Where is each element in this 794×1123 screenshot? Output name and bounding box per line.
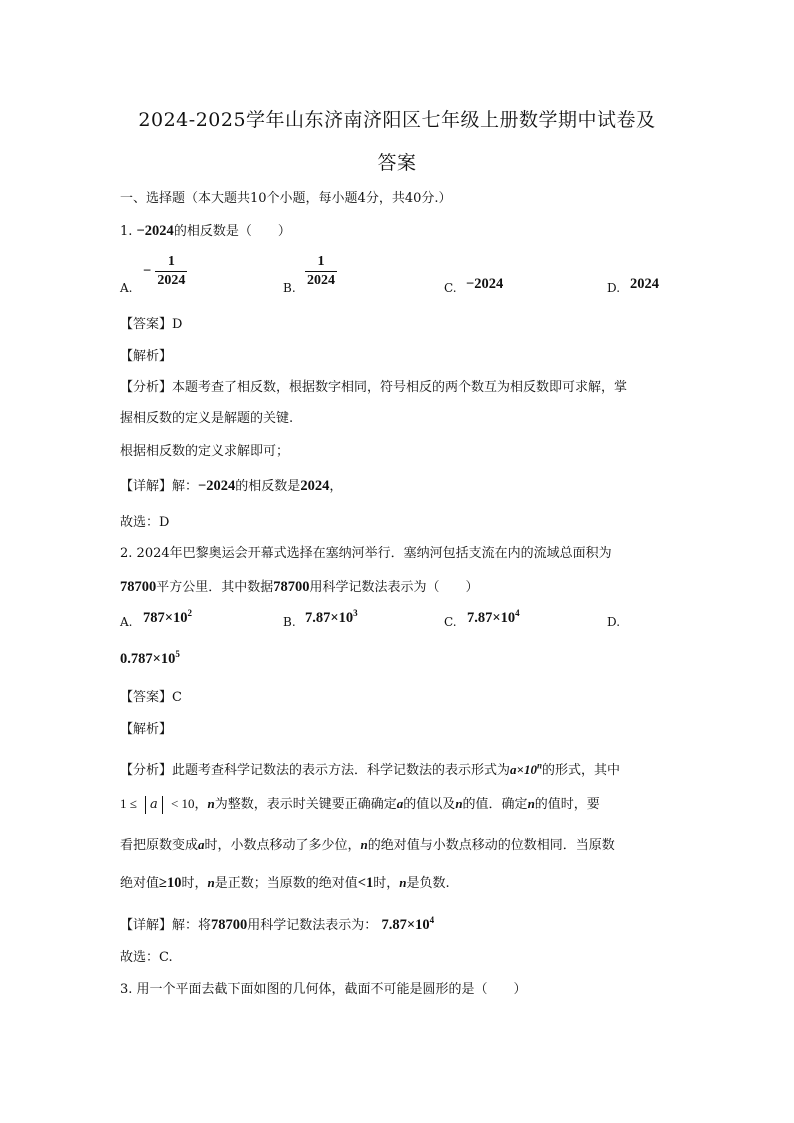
analysis-label: 【分析】 (120, 763, 173, 778)
math-base: a×10 (510, 762, 537, 777)
fraction (155, 253, 187, 290)
analysis-heading-2: 【解析】 (120, 722, 173, 737)
variable-a: a (198, 837, 205, 852)
detail-text: 解： (172, 479, 199, 494)
detail-label: 【详解】 (120, 918, 173, 933)
option-b-value (305, 610, 358, 627)
page-title-line1: 2024-2025学年山东济南济阳区七年级上册数学期中试卷及 (138, 109, 656, 131)
variable-n: n (360, 837, 368, 852)
math-base: 0.787×10 (120, 651, 176, 667)
math-expression (510, 762, 542, 777)
question-number: 2. (120, 546, 133, 561)
question-number: 3. (120, 982, 133, 997)
stem-text: 平方公里．其中数据 (156, 580, 274, 595)
option-a-letter: A. (120, 281, 133, 295)
numerator: 1 (167, 254, 175, 269)
detail-1 (120, 475, 342, 495)
question-1-stem (120, 220, 291, 240)
variable-n: n (455, 796, 463, 811)
detail-text: ， (329, 479, 343, 494)
inequality-right: < 10 (170, 796, 195, 811)
detail-label: 【详解】 (120, 479, 173, 494)
option-d-letter: D. (607, 281, 621, 295)
option-c-value: −2024 (466, 276, 504, 292)
analysis-text: 时，小数点移动了多少位， (204, 838, 361, 853)
analysis-text: 本题考查了相反数，根据数字相同，符号相反的两个数互为相反数即可求解，掌 (172, 380, 628, 395)
math-exponent: 3 (353, 608, 358, 619)
math-base: 7.87×10 (305, 610, 354, 626)
analysis-text: 的值以及 (403, 797, 456, 812)
option-d-value (120, 651, 180, 668)
section-heading: 一、选择题（本大题共10个小题，每小题4分，共40分.） (120, 191, 452, 206)
variable-n: n (399, 875, 407, 890)
analysis-2-line2 (120, 793, 600, 814)
math-expression: 78700 (120, 579, 157, 595)
option-a-value (143, 253, 187, 290)
option-a-letter: A. (120, 615, 133, 629)
math-expression: 78700 (211, 917, 248, 933)
detail-2 (120, 914, 434, 934)
question-2-stem-line2 (120, 576, 479, 596)
stem-text: 的相反数是（ ） (173, 224, 291, 239)
analysis-text: 为整数，表示时关键要正确确定 (214, 797, 397, 812)
option-c-letter: C. (444, 281, 457, 295)
choose-1: 故选：D (120, 515, 170, 530)
stem-text: 用一个平面去截下面如图的几何体，截面不可能是圆形的是（ ） (136, 982, 527, 997)
numerator: 1 (317, 254, 325, 269)
variable-n: n (207, 796, 215, 811)
analysis-text: 是负数. (406, 876, 450, 891)
stem-text: 用科学记数法表示为（ ） (309, 580, 479, 595)
analysis-2-line1 (120, 759, 620, 778)
denominator: 2024 (157, 273, 186, 288)
option-b-value (305, 253, 337, 290)
analysis-text: 的绝对值与小数点移动的位数相同．当原数 (367, 838, 615, 853)
variable-a: a (396, 796, 404, 811)
analysis-text: 绝对值 (120, 876, 160, 891)
math-exponent: 4 (429, 915, 435, 926)
analysis-text: 时， (181, 876, 208, 891)
math-expression: 2024 (300, 478, 330, 494)
question-number: 1. (120, 224, 133, 239)
analysis-text: 的形式，其中 (541, 763, 620, 778)
math-expression: <1 (357, 875, 374, 891)
page-title-line2: 答案 (377, 152, 417, 174)
math-exponent: n (536, 760, 542, 771)
method-1: 根据相反数的定义求解即可； (120, 444, 290, 459)
option-d-value: 2024 (630, 276, 659, 292)
analysis-text: 此题考查科学记数法的表示方法．科学记数法的表示形式为 (172, 763, 511, 778)
math-expression (381, 917, 434, 933)
detail-text: 解：将 (172, 918, 212, 933)
math-base: 787×10 (143, 610, 188, 626)
math-exponent: 2 (187, 608, 193, 619)
option-d-letter: D. (607, 615, 621, 629)
analysis-1-line2: 握相反数的定义是解题的关键. (120, 411, 294, 426)
question-2-stem-line1 (120, 542, 612, 561)
question-3-stem (120, 978, 527, 997)
variable-n: n (207, 875, 215, 890)
option-b-letter: B. (283, 281, 296, 295)
analysis-text: 是正数；当原数的绝对值 (214, 876, 358, 891)
math-base: 7.87×10 (467, 610, 516, 626)
math-expression: −2024 (198, 478, 236, 494)
analysis-text: ， (194, 797, 208, 812)
math-expression: −2024 (136, 223, 174, 239)
option-c-value (467, 610, 520, 627)
option-c-letter: C. (444, 615, 457, 629)
minus-sign: − (143, 263, 152, 279)
option-b-letter: B. (283, 615, 296, 629)
analysis-1-line1 (120, 376, 627, 395)
analysis-text: 时， (373, 876, 400, 891)
denominator: 2024 (307, 273, 335, 288)
choose-2: 故选：C. (120, 950, 173, 965)
detail-text: 的相反数是 (235, 479, 301, 494)
absolute-value: a (145, 796, 163, 814)
fraction (305, 253, 337, 290)
analysis-text: 的值．确定 (462, 797, 528, 812)
analysis-2-line4 (120, 872, 450, 892)
math-expression: ≥10 (159, 875, 182, 891)
detail-text: 用科学记数法表示为： (247, 918, 378, 933)
math-exponent: 5 (175, 649, 180, 660)
math-base: 7.87×10 (381, 917, 430, 933)
answer-1: 【答案】D (120, 317, 183, 332)
variable-n: n (527, 796, 535, 811)
inequality-left: 1 ≤ (120, 796, 137, 811)
option-a-value (143, 610, 192, 627)
math-exponent: 4 (515, 608, 520, 619)
answer-2: 【答案】C (120, 690, 182, 705)
analysis-2-line3 (120, 834, 615, 853)
analysis-text: 的值时，要 (534, 797, 600, 812)
stem-text: 2024年巴黎奥运会开幕式选择在塞纳河举行．塞纳河包括支流在内的流域总面积为 (136, 546, 612, 561)
analysis-label: 【分析】 (120, 380, 173, 395)
analysis-text: 看把原数变成 (120, 838, 199, 853)
analysis-heading-1: 【解析】 (120, 349, 173, 364)
math-expression: 78700 (273, 579, 310, 595)
